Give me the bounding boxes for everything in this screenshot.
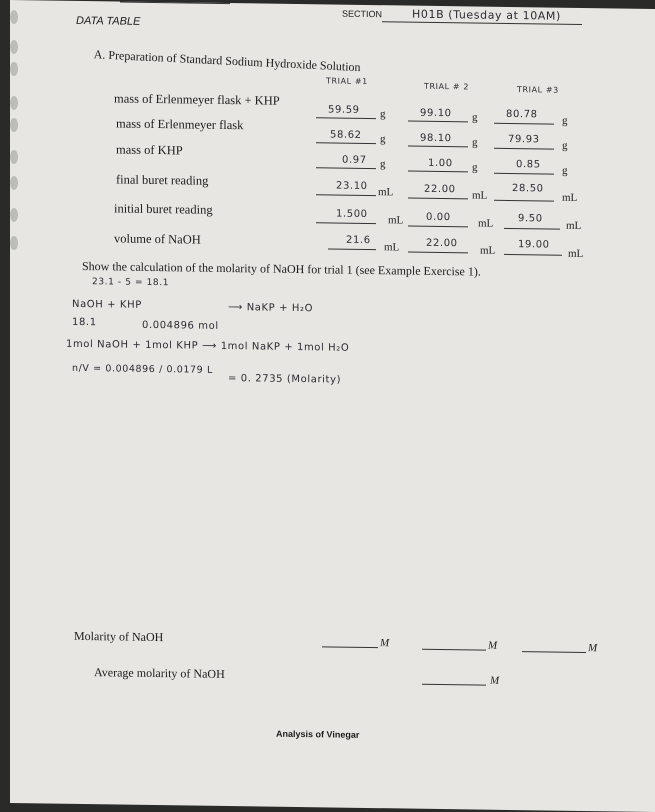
- row4-value-trial2: 22.00: [424, 183, 456, 196]
- work-line-8: = 0. 2735 (Molarity): [228, 373, 342, 386]
- work-line-1: 23.1 - 5 = 18.1: [92, 277, 170, 289]
- row1-unit-2: g: [472, 111, 478, 124]
- work-line-7: n/V = 0.004896 / 0.0179 L: [72, 362, 213, 376]
- row5-unit-3: mL: [566, 219, 582, 232]
- page-footer: Analysis of Vinegar: [276, 728, 360, 740]
- row3-unit-2: g: [472, 161, 478, 174]
- row2-value-trial2: 98.10: [420, 132, 452, 145]
- row2-line-2: [408, 146, 468, 148]
- row1-value-trial3: 80.78: [506, 108, 538, 121]
- binder-hole: [10, 62, 18, 76]
- row5-line-3: [504, 228, 560, 230]
- row6-value-trial1: 21.6: [346, 234, 371, 247]
- binder-hole: [10, 208, 18, 222]
- row-label-mass-flask: mass of Erlenmeyer flask: [116, 116, 244, 133]
- header-line: [120, 2, 230, 5]
- row1-line-1: [316, 117, 376, 119]
- row5-value-trial1: 1.500: [336, 208, 368, 220]
- row3-line-3: [494, 173, 554, 175]
- average-line: [422, 684, 486, 686]
- row3-unit-3: g: [562, 164, 568, 177]
- work-line-2: NaOH + KHP: [72, 298, 142, 311]
- row4-unit-3: mL: [562, 191, 578, 204]
- row4-line-2: [408, 198, 468, 200]
- work-line-5: 0.004896 mol: [142, 319, 219, 332]
- row3-line-2: [408, 171, 468, 173]
- molarity-unit-1: M: [380, 637, 390, 650]
- row6-line-2: [408, 252, 468, 254]
- average-molarity-label: Average molarity of NaOH: [94, 665, 225, 681]
- row5-unit-2: mL: [478, 217, 494, 230]
- row4-unit-1: mL: [378, 186, 394, 199]
- molarity-line-3: [522, 651, 586, 653]
- row2-value-trial3: 79.93: [508, 133, 540, 146]
- row4-line-3: [494, 200, 554, 202]
- row6-unit-1: mL: [384, 241, 400, 254]
- row5-value-trial2: 0.00: [426, 211, 451, 224]
- work-line-3: ⟶ NaKP + H₂O: [228, 302, 314, 315]
- row2-line-3: [494, 148, 554, 150]
- row2-unit-3: g: [562, 139, 568, 152]
- row5-value-trial3: 9.50: [518, 213, 543, 225]
- binder-hole: [10, 236, 18, 250]
- data-table-title: DATA TABLE: [76, 14, 141, 28]
- average-unit: M: [490, 674, 500, 687]
- binder-hole: [10, 150, 18, 164]
- molarity-line-2: [422, 649, 486, 651]
- row1-line-3: [494, 123, 554, 125]
- work-line-6: 1mol NaOH + 1mol KHP ⟶ 1mol NaKP + 1mol H₂O: [66, 338, 350, 354]
- molarity-unit-3: M: [588, 642, 598, 655]
- row-label-volume-naoh: volume of NaOH: [114, 231, 201, 247]
- part-a-title: A. Preparation of Standard Sodium Hydroxide Solution: [93, 47, 361, 75]
- binder-hole: [10, 40, 18, 54]
- row3-unit-1: g: [380, 158, 386, 171]
- trial-header-1: TRIAL #1: [326, 76, 368, 86]
- row1-unit-3: g: [562, 114, 568, 127]
- row1-unit-1: g: [380, 108, 386, 121]
- row1-line-2: [408, 121, 468, 123]
- molarity-unit-2: M: [488, 639, 498, 652]
- work-line-4: 18.1: [72, 316, 97, 329]
- row-label-mass-flask-khp: mass of Erlenmeyer flask + KHP: [114, 91, 280, 108]
- row5-line-1: [316, 222, 376, 224]
- row2-unit-1: g: [380, 133, 386, 146]
- calculation-instruction: Show the calculation of the molarity of NaOH for trial 1 (see Example Exercise 1).: [82, 259, 481, 279]
- molarity-line-1: [322, 646, 378, 648]
- section-label: SECTION: [342, 8, 383, 20]
- row4-unit-2: mL: [472, 189, 488, 202]
- binder-hole: [10, 10, 18, 24]
- row1-value-trial2: 99.10: [420, 107, 452, 120]
- row3-value-trial3: 0.85: [516, 159, 541, 171]
- row6-line-3: [504, 254, 562, 256]
- binder-hole: [10, 176, 18, 190]
- binder-hole: [10, 118, 18, 132]
- row6-value-trial2: 22.00: [426, 237, 458, 250]
- row-label-initial-buret: initial buret reading: [114, 201, 213, 217]
- row-label-final-buret: final buret reading: [116, 172, 209, 188]
- row6-unit-3: mL: [568, 247, 584, 261]
- row6-line-1: [328, 248, 376, 250]
- worksheet-page: [10, 0, 655, 812]
- row3-line-1: [316, 167, 376, 169]
- row2-line-1: [316, 142, 376, 144]
- row4-value-trial3: 28.50: [512, 183, 544, 195]
- molarity-label: Molarity of NaOH: [74, 628, 164, 645]
- row-label-mass-khp: mass of KHP: [116, 142, 183, 158]
- row3-value-trial1: 0.97: [342, 154, 367, 166]
- row2-unit-2: g: [472, 136, 478, 149]
- trial-header-3: TRIAL #3: [517, 85, 559, 95]
- section-value: H01B (Tuesday at 10AM): [412, 7, 561, 23]
- trial-header-2: TRIAL # 2: [424, 81, 470, 92]
- row6-unit-2: mL: [480, 244, 496, 257]
- row3-value-trial2: 1.00: [428, 157, 453, 170]
- row1-value-trial1: 59.59: [328, 104, 360, 116]
- binder-hole: [10, 96, 18, 110]
- row6-value-trial3: 19.00: [518, 239, 550, 251]
- row4-value-trial1: 23.10: [336, 180, 368, 192]
- row4-line-1: [316, 194, 376, 196]
- row2-value-trial1: 58.62: [330, 129, 362, 141]
- row5-line-2: [408, 226, 468, 228]
- row5-unit-1: mL: [388, 214, 404, 227]
